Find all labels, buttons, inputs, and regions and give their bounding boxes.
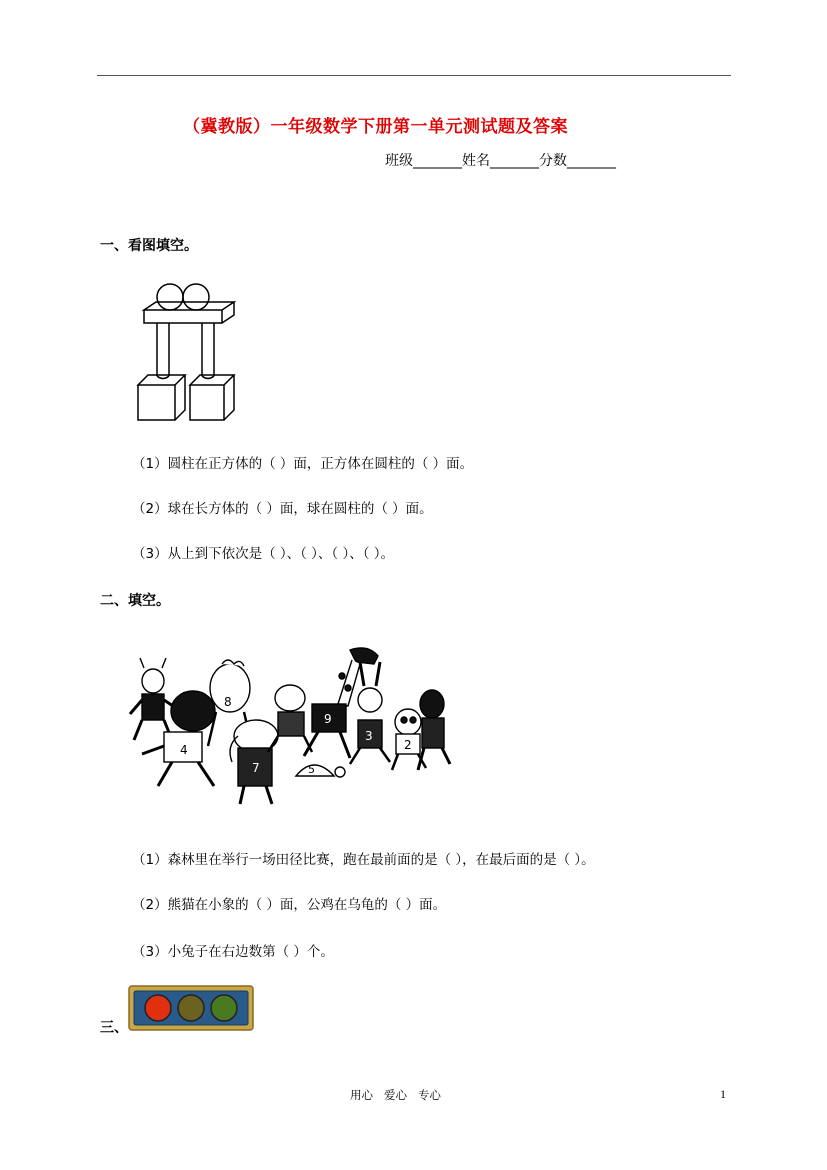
- section-3-heading: 三、: [100, 1020, 128, 1036]
- runner-number-6: 2: [404, 738, 412, 752]
- page-number: 1: [720, 1087, 726, 1101]
- goat-runner: [130, 658, 176, 740]
- animal-race-figure: [128, 636, 463, 811]
- pig-runner: [268, 685, 312, 752]
- yellow-light: [178, 995, 204, 1021]
- runner-number-1: 9: [324, 712, 332, 726]
- sphere-left: [157, 284, 183, 310]
- header-rule: [97, 75, 731, 76]
- leading-runner: [418, 690, 450, 770]
- cylinder-right: [202, 323, 214, 379]
- question-2-3: （3）小兔子在右边数第（ ）个。: [132, 944, 334, 960]
- question-2-2: （2）熊猫在小象的（ ）面，公鸡在乌龟的（ ）面。: [132, 897, 447, 913]
- runner-number-3: 7: [252, 761, 260, 775]
- section-2-heading: 二、填空。: [100, 593, 170, 609]
- section-1-heading: 一、看图填空。: [100, 238, 198, 254]
- runner-number-0: 8: [224, 695, 232, 709]
- runner-number-5: 3: [365, 729, 373, 743]
- page-title: （冀教版）一年级数学下册第一单元测试题及答案: [183, 117, 568, 137]
- elephant-runner: [230, 720, 278, 804]
- traffic-light-icon: [128, 985, 254, 1031]
- blocks-structure-figure: [130, 275, 240, 425]
- green-light: [211, 995, 237, 1021]
- question-2-1: （1）森林里在举行一场田径比赛，跑在最前面的是（ ），在最后面的是（ ）。: [132, 852, 595, 868]
- red-light: [145, 995, 171, 1021]
- footer-text: 用心 爱心 专心: [350, 1088, 441, 1102]
- class-name-score-line: 班级_______姓名_______分数_______: [385, 153, 616, 169]
- turtle-runner: [296, 763, 345, 777]
- cube-right: [190, 375, 234, 420]
- cylinder-left: [157, 323, 169, 379]
- cube-left: [138, 375, 185, 420]
- question-1-2: （2）球在长方体的（ ）面，球在圆柱的（ ）面。: [132, 501, 433, 517]
- question-1-1: （1）圆柱在正方体的（ ）面，正方体在圆柱的（ ）面。: [132, 456, 474, 472]
- sphere-right: [183, 284, 209, 310]
- runner-number-4: 5: [308, 763, 315, 776]
- cuboid-top: [144, 302, 234, 323]
- runner-number-2: 4: [180, 743, 188, 757]
- question-1-3: （3）从上到下依次是（ ）、（ ）、（ ）、（ ）。: [132, 546, 395, 562]
